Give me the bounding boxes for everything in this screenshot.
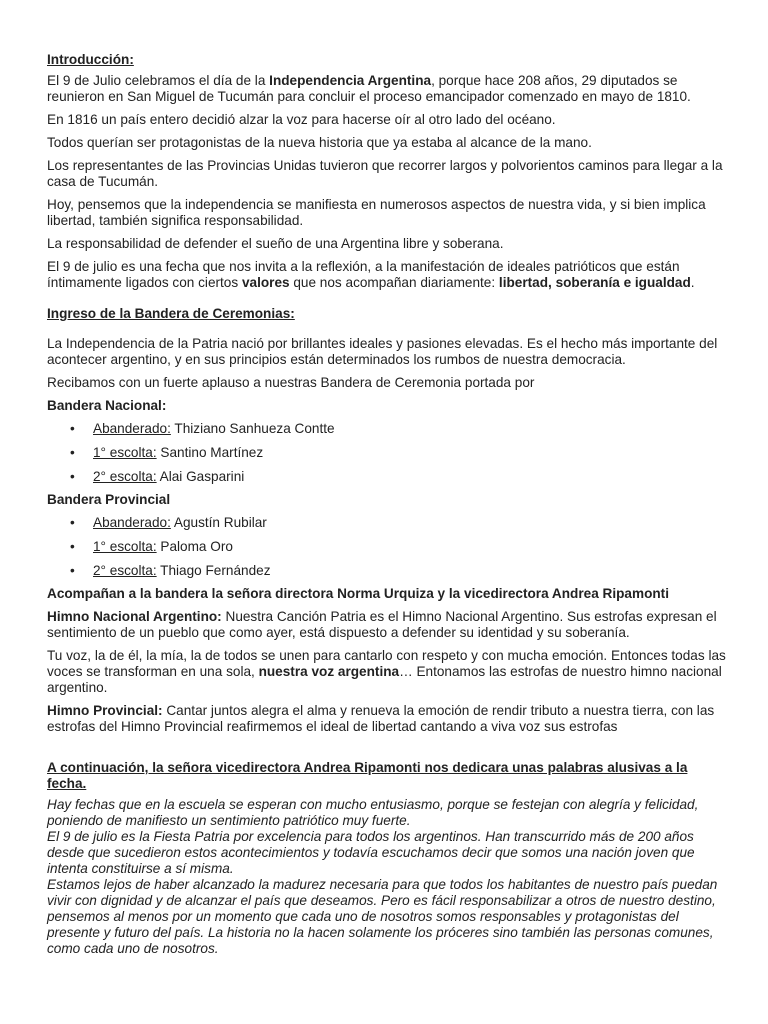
voz-paragraph: Tu voz, la de él, la mía, la de todos se unen para cantarlo con respeto y con mucha emoción. Entonces todas las voces se transforman en una sola, nuestra voz argentina… Entonamos las estrofas de nuestro himno nacional argentino. [47,648,726,695]
bullet-icon: • [70,563,75,578]
bullet-icon: • [70,421,75,436]
palabras-paragraph-3: Estamos lejos de haber alcanzado la madurez necesaria para que todos los habitantes de nuestro país puedan vivir con dignidad y de alcanzar el país que deseamos. Pero es fácil responsabilizar a otros de nuestro destino, pensemos al menos por un momento que cada uno de nosotros somos responsables y protagonistas del presente y futuro del país. La historia no la hacen solamente los próceres sino también las personas comunes, como cada uno de nosotros. [47,877,718,956]
intro-paragraph-7: El 9 de julio es una fecha que nos invita a la reflexión, a la manifestación de ideales patrióticos que están íntimamente ligados con ciertos valores que nos acompañan diariamente: libertad, soberanía e igualdad. [47,259,695,290]
role-label: Abanderado: [93,515,171,530]
bullet-icon: • [70,445,75,460]
list-item [47,421,728,437]
bandera-provincial-list [47,515,728,579]
palabras-paragraph-2: El 9 de julio es la Fiesta Patria por excelencia para todos los argentinos. Han transcurrido más de 200 años desde que sucedieron estos acontecimientos y todavía escuchamos decir que somos una nación joven que intenta constituirse a sí misma. [47,829,695,876]
palabras-heading: A continuación, la señora vicedirectora Andrea Ripamonti nos dedicara unas palabras alusivas a la fecha. [47,760,688,791]
spacer [47,742,728,760]
person-name: Thiziano Sanhueza Contte [170,421,335,436]
bandera-nacional-list [47,421,728,485]
role-label: 2° escolta: [93,469,157,484]
intro-paragraph-3: Todos querían ser protagonistas de la nueva historia que ya estaba al alcance de la mano. [47,135,592,150]
intro-paragraph-1: El 9 de Julio celebramos el día de la Independencia Argentina, porque hace 208 años, 29 diputados se reunieron en San Miguel de Tucumán para concluir el proceso emancipador comenzado en mayo de 1810. [47,73,691,104]
person-name: Santino Martínez [156,445,264,460]
intro-heading: Introducción: [47,52,134,67]
intro-paragraph-5: Hoy, pensemos que la independencia se manifiesta en numerosos aspectos de nuestra vida, y si bien implica libertad, también significa responsabilidad. [47,197,706,228]
role-label: 2° escolta: [93,563,157,578]
palabras-body [47,797,728,957]
himno-nacional-label: Himno Nacional Argentino: [47,609,222,624]
palabras-paragraph-1: Hay fechas que en la escuela se esperan con mucho entusiasmo, porque se festejan con alegría y felicidad, poniendo de manifiesto un sentimiento patriótico muy fuerte. [47,797,699,828]
himno-provincial-label: Himno Provincial: [47,703,163,718]
independencia-bold: Independencia Argentina [269,73,432,88]
person-name: Agustín Rubilar [170,515,267,530]
bullet-icon: • [70,469,75,484]
person-name: Thiago Fernández [156,563,271,578]
ingreso-paragraph-2: Recibamos con un fuerte aplauso a nuestras Bandera de Ceremonia portada por [47,375,535,390]
list-item [47,515,728,531]
list-item [47,539,728,555]
role-label: 1° escolta: [93,445,157,460]
person-name: Paloma Oro [156,539,233,554]
list-item [47,445,728,461]
bullet-icon: • [70,539,75,554]
himno-nacional-paragraph: Himno Nacional Argentino: Nuestra Canción Patria es el Himno Nacional Argentino. Sus estrofas expresan el sentimiento de un pueblo que como ayer, está dispuesto a defender su identidad y su soberanía. [47,609,717,640]
acompanan-paragraph: Acompañan a la bandera la señora directora Norma Urquiza y la vicedirectora Andrea Ripamonti [47,586,669,601]
spacer [47,298,728,306]
person-name: Alai Gasparini [156,469,245,484]
intro-paragraph-4: Los representantes de las Provincias Unidas tuvieron que recorrer largos y polvorientos caminos para llegar a la casa de Tucumán. [47,158,723,189]
list-item [47,469,728,485]
list-item [47,563,728,579]
voz-argentina-bold: nuestra voz argentina [258,664,400,679]
himno-provincial-paragraph: Himno Provincial: Cantar juntos alegra el alma y renueva la emoción de rendir tributo a nuestra tierra, con las estrofas del Himno Provincial reafirmemos el ideal de libertad cantando a viva voz sus estrofas [47,703,715,734]
role-label: 1° escolta: [93,539,157,554]
bullet-icon: • [70,515,75,530]
ingreso-heading: Ingreso de la Bandera de Ceremonias: [47,306,295,321]
intro-paragraph-2: En 1816 un país entero decidió alzar la voz para hacerse oír al otro lado del océano. [47,112,556,127]
valores-list-bold: libertad, soberanía e igualdad [498,275,691,290]
bandera-nacional-title: Bandera Nacional: [47,398,167,413]
role-label: Abanderado: [93,421,171,436]
bandera-provincial-title: Bandera Provincial [47,492,171,507]
ingreso-paragraph-1: La Independencia de la Patria nació por brillantes ideales y pasiones elevadas. Es el hecho más importante del acontecer argentino, y en sus principios están determinados los rumbos de nuestra democracia. [47,336,718,367]
intro-paragraph-6: La responsabilidad de defender el sueño de una Argentina libre y soberana. [47,236,504,251]
valores-bold: valores [241,275,290,290]
